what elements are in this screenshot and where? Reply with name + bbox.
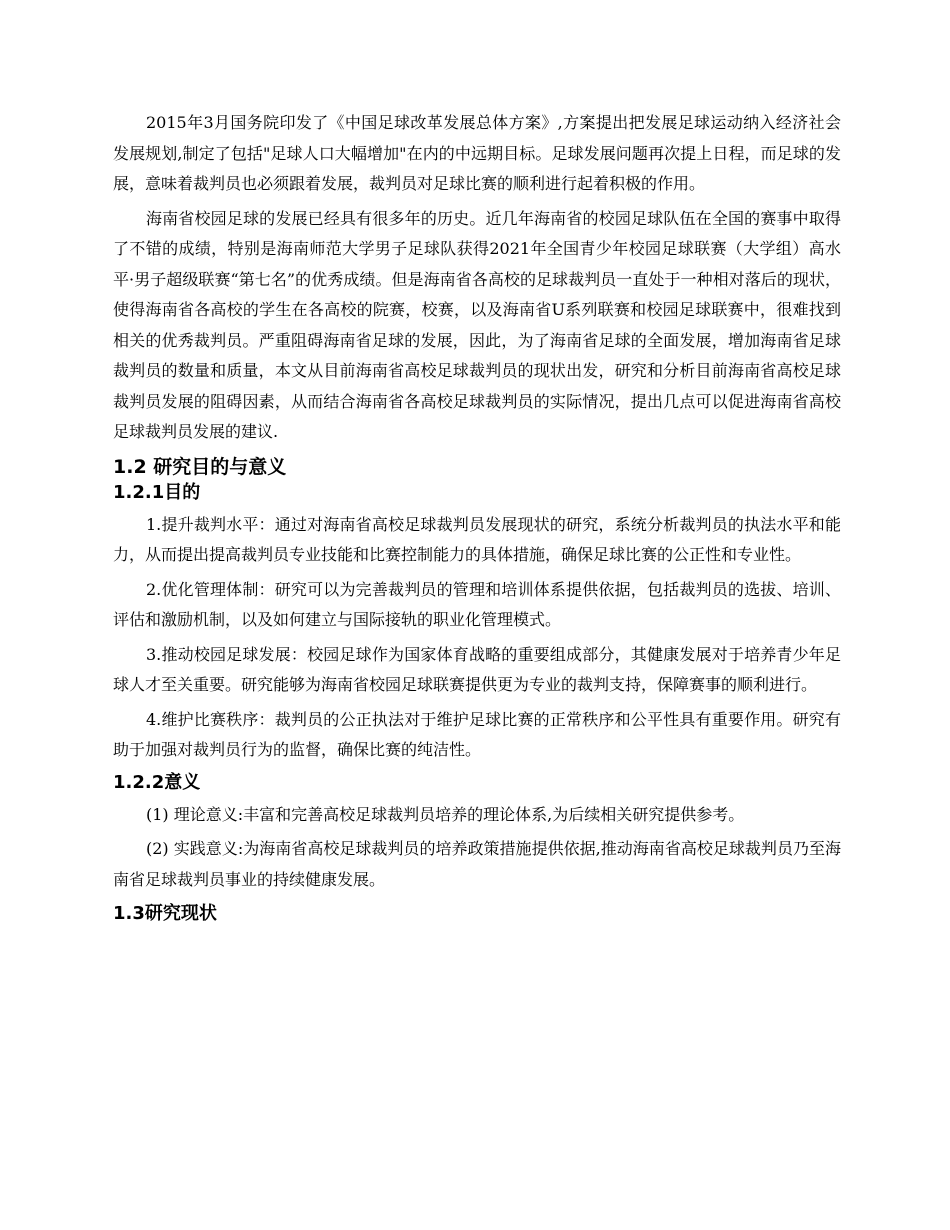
section-heading-1-2: 1.2 研究目的与意义 <box>113 455 287 478</box>
significance-item-1: (1) 理论意义:丰富和完善高校足球裁判员培养的理论体系,为后续相关研究提供参考。 <box>146 804 745 824</box>
subsection-heading-1-2-2: 1.2.2意义 <box>113 771 201 793</box>
subsection-heading-1-2-1: 1.2.1目的 <box>113 481 201 503</box>
purpose-item-1: 1.提升裁判水平：通过对海南省高校足球裁判员发展现状的研究，系统分析裁判员的执法水平和能力，从而提出提高裁判员专业技能和比赛控制能力的具体措施，确保足球比赛的公正性和专业性。 <box>113 514 841 564</box>
purpose-item-4: 4.维护比赛秩序：裁判员的公正执法对于维护足球比赛的正常秩序和公平性具有重要作用。研究有助于加强对裁判员行为的监督，确保比赛的纯洁性。 <box>113 709 841 759</box>
purpose-item-3: 3.推动校园足球发展：校园足球作为国家体育战略的重要组成部分，其健康发展对于培养青少年足球人才至关重要。研究能够为海南省校园足球联赛提供更为专业的裁判支持，保障赛事的顺利进行。 <box>113 644 841 694</box>
intro-paragraph-1: 2015年3月国务院印发了《中国足球改革发展总体方案》,方案提出把发展足球运动纳入经济社会发展规划,制定了包括"足球人口大幅增加"在内的中远期目标。足球发展问题再次提上日程，而足球的发展，意味着裁判员也必须跟着发展，裁判员对足球比赛的顺利进行起着积极的作用。 <box>113 113 841 193</box>
document-page <box>113 108 841 927</box>
significance-item-2: (2) 实践意义:为海南省高校足球裁判员的培养政策措施提供依据,推动海南省高校足球裁判员乃至海南省足球裁判员事业的持续健康发展。 <box>113 839 841 889</box>
section-heading-1-3: 1.3研究现状 <box>113 903 217 924</box>
purpose-item-2: 2.优化管理体制：研究可以为完善裁判员的管理和培训体系提供依据，包括裁判员的选拔、培训、评估和激励机制，以及如何建立与国际接轨的职业化管理模式。 <box>113 579 841 629</box>
intro-paragraph-2: 海南省校园足球的发展已经具有很多年的历史。近几年海南省的校园足球队伍在全国的赛事中取得了不错的成绩，特别是海南师范大学男子足球队获得2021年全国青少年校园足球联赛（大学组）高水平·男子超级联赛“第七名”的优秀成绩。但是海南省各高校的足球裁判员一直处于一种相对落后的现状，使得海南省各高校的学生在各高校的院赛，校赛，以及海南省U系列联赛和校园足球联赛中，很难找到相关的优秀裁判员。严重阻碍海南省足球的发展，因此，为了海南省足球的全面发展，增加海南省足球裁判员的数量和质量，本文从目前海南省高校足球裁判员的现状出发，研究和分析目前海南省高校足球裁判员发展的阻碍因素，从而结合海南省各高校足球裁判员的实际情况，提出几点可以促进海南省高校足球裁判员发展的建议. <box>113 208 841 441</box>
